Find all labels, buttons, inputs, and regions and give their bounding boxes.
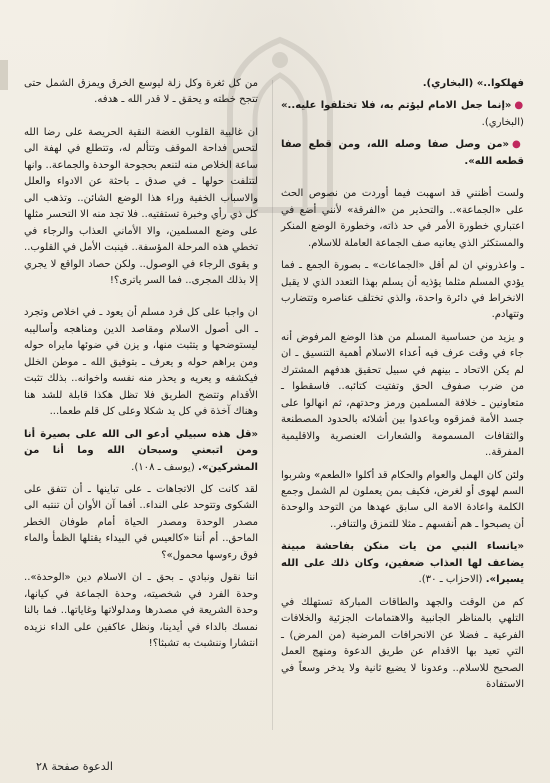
paragraph: ان واجبا على كل فرد مسلم أن يعود ـ في اخلاص وتجرد ـ الى أصول الاسلام ومقاصد الدين ومناهجه وأساليبه ليستوضحها و يتثبت منها، و يزن في ضوئها مايراه حوله ومن يراهم حوله و يعرف ـ بتوفيق الله ـ موطن الخلل فيكشفه و يعريه و يحذر منه نفسه واخوانه.. بذلك تثبت الأقدام وتتضح الطريق فلا تظل هكذا قابلة للشد هنا وهناك آخذة في كل يد شكلا وعلى كل قلم طعما... — [24, 307, 258, 418]
bullet-icon: ● — [512, 139, 524, 151]
paragraph: ـ واعذروني ان لم أقل «الجماعات» ـ بصورة الجمع ـ فما يؤدي المسلم مثلما يؤذيه أن يسلم بهذا التعدد الذي لا يقبل الانخراط في دائرة واحدة، والذي تختلف عناصره وتتضارب وتتهادم. — [281, 260, 524, 321]
hadith-quote — [281, 98, 524, 131]
footer-label: الدعوة صفحة — [51, 760, 113, 773]
paragraph: كم من الوقت والجهد والطاقات المباركة تستهلك في التلهي بالمناظر الجانبية والاهتمامات الجزئية والخلافات الفرعية ـ فضلا عن الانحرافات المرضية (من المرض) ـ التي تعيد بها الاقدام عن طريق الدعوة ومنهج العمل الصحيح للاسلام.. وعدونا لا يضيع ثانية ولا يدخر وسعاً في الاستفادة — [281, 596, 524, 690]
text-run: فهلكوا..» (البخاري). — [422, 78, 524, 89]
quote-source: (البخاري). — [481, 116, 524, 128]
bullet-icon: ● — [514, 100, 524, 112]
paragraph: ولئن كان الهمل والعوام والحكام قد أكلوا «الطعم» وشربوا السم لهوى أو لغرض، فكيف بمن يعملون لم الشمل وجمع الكلمة واعادة الامة الى سابق عهدها من التوحد والوحدة أن يصبحوا ـ هم أنفسهم ـ مثلا للتمزق والتنافر.. — [281, 469, 524, 530]
paragraph: اننا نقول ونبادي ـ بحق ـ ان الاسلام دين «الوحدة».. وحدة الفرد في شخصيته، وحدة الجماعة في كيانها، وحدة الشريعة في مصدرها ومدلولاتها وغاياتها.. فما بالنا نمسك بالداء في أيدينا، ونظل عاكفين على الداء نزيده انتشارا وننشبث به تشبثا؟! — [24, 572, 258, 650]
quote-text: «يانساء النبي من يات منكن بفاحشة مبينة يضاعف لها العذاب ضعفين، وكان ذلك على الله يسيرا». — [281, 541, 524, 586]
quote-text: «قل هذه سبيلي أدعو الى الله على بصيرة أنا ومن اتبعني وسبحان الله وما أنا من المشركين». — [24, 428, 258, 473]
right-column — [281, 76, 524, 699]
left-column — [24, 76, 258, 659]
paragraph: من كل ثغرة وكل زلة ليوسع الخرق ويمزق الشمل حتى تتجح خطته و يحقق ـ لا قدر الله ـ هدفه. — [24, 78, 258, 106]
paragraph — [281, 76, 524, 92]
page-footer — [36, 760, 113, 773]
quote-source: (يوسف ـ ١٠٨). — [131, 461, 195, 473]
page-edge-mark — [0, 60, 8, 90]
quote-text: «إنما جعل الامام ليؤتم به، فلا تختلفوا عليه..» — [281, 100, 512, 112]
quote-text: «من وصل صفا وصله الله، ومن قطع صفا قطعه الله». — [281, 139, 524, 167]
page-number: ٢٨ — [36, 760, 48, 773]
paragraph: ان غالبية القلوب الغضة النقية الحريصة على رضا الله لتحس فداحة الموقف وتتألم له، وتتطلع في لهفة الى ساعة الخلاص منه لتنعم بحجوحة الوحدة والجماعة.. وانها لتتلفت حولها ـ في صدق ـ باحثة عن الادواء والعلل والاسباب الخفية وراء هذا الوضع الشائن.. وتذهب الى كل ذي رأي وخبرة تستفتيه.. فلا تجد منه الا التحسر مثلها على وضع المسلمين، والا الأماني العذاب والرجاء في تخطي هذه المرحلة المؤسفة.. فينبت الأمل في القلوب.. و يقوى الرجاء في الوصول.. ولكن حصاد الواقع لا يجري إلا بذلك المجرى.. فما السر ياترى؟! — [24, 126, 258, 286]
paragraph: ولست أظنني قد اسهبت فيما أوردت من نصوص الحث على «الجماعة».. والتحذير من «الفرقة» لأنني أضع في اعتباري خطورة الأمر في حد ذاته، وخطورة الوضع المنكر والمستكثر الذي يعانيه صف الجماعة العاملة للاسلام. — [281, 188, 524, 249]
quran-quote — [24, 427, 258, 476]
quote-source: (الاحزاب ـ ٣٠). — [418, 574, 483, 586]
paragraph: لقد كانت كل الاتجاهات ـ على تباينها ـ أن تتفق على الشكوى وتتوحد على النداء.. أفما آن الأوان أن تنتبه الى مصدر الوحدة ومصدر الحياة أمام طوفان الخطر الماحق.. أم أننا «كالعيس في البيداء يقتلها الظمأ والماء فوق رءوسها محمول»؟ — [24, 483, 258, 561]
hadith-quote — [281, 137, 524, 170]
paragraph: و يزيد من حساسية المسلم من هذا الوضع المرفوض أنه جاء في وقت عرف فيه أعداء الاسلام أهمية التنسيق ـ ان لم يكن الاتحاد ـ بينهم في سبيل تحقيق هدفهم المشترك من ضرب صفوف الحق وتفتيت كتائبه.. فاسقطوا ـ متعاونين ـ خلافة المسلمين ورمز وحدتهم، ثم انهالوا على جسد الأمة فمزقوه وباعدوا بين أشلائه بالحدود المصطنعة والثقافات المسمومة والشعارات العنصرية والاقليمية المفرقة.. — [281, 331, 524, 459]
column-divider — [272, 80, 273, 730]
quran-quote — [281, 539, 524, 588]
